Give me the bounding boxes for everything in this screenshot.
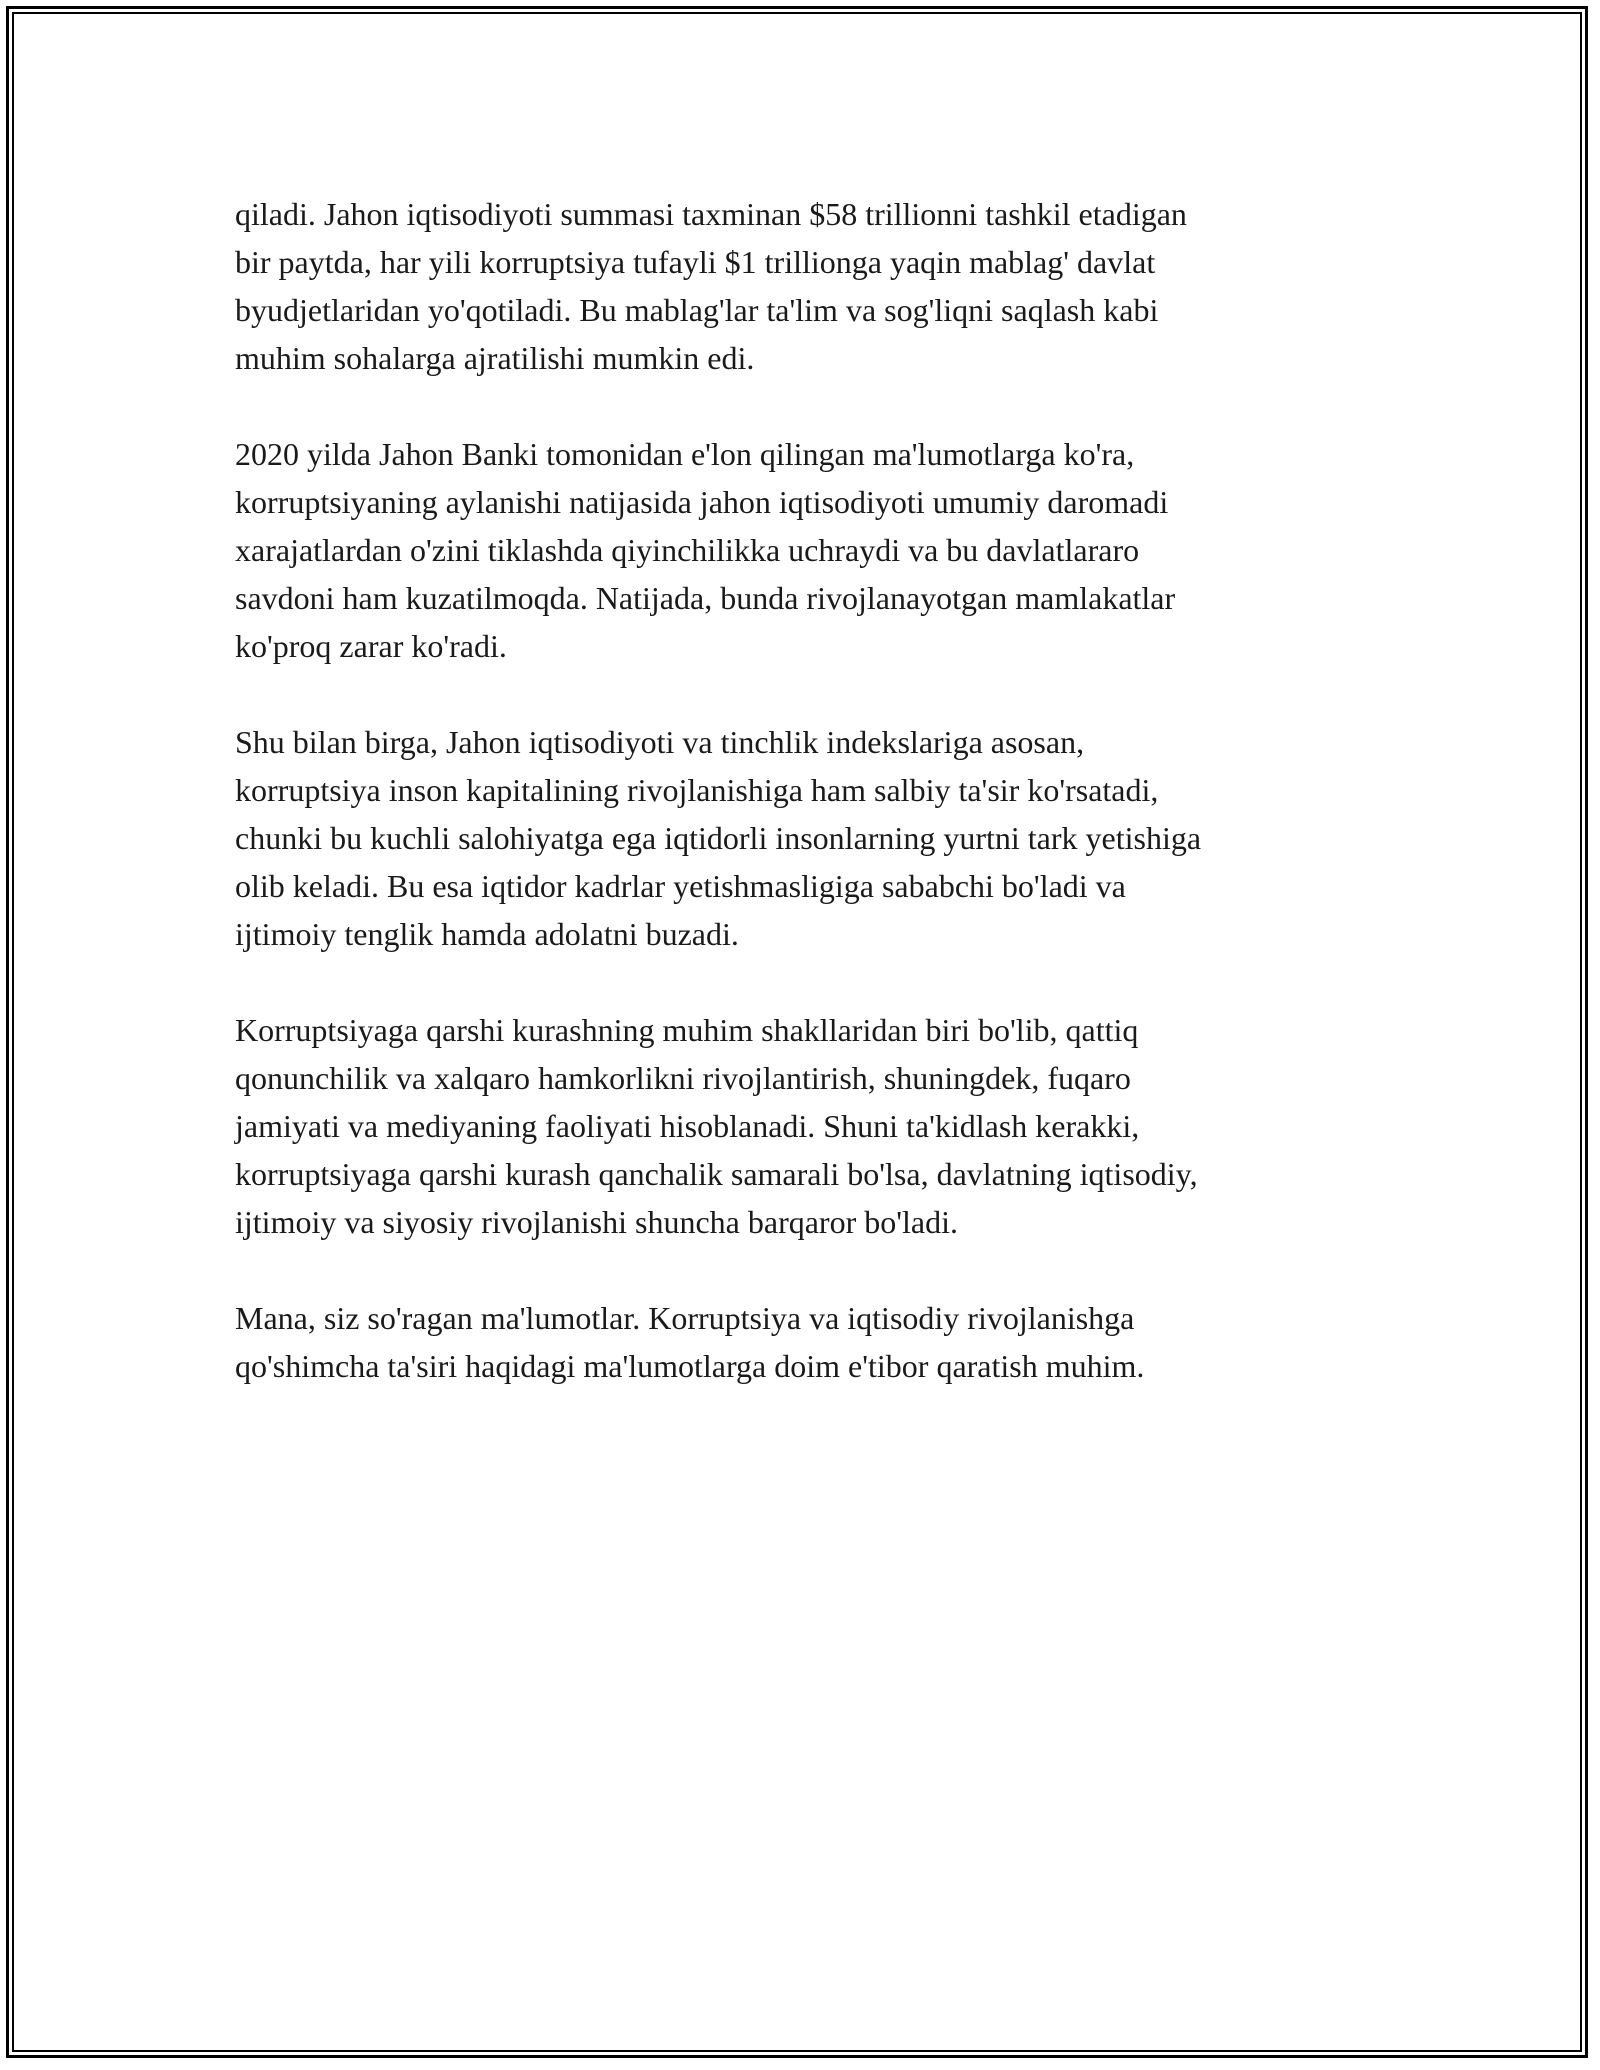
text-line: chunki bu kuchli salohiyatga ega iqtidorli insonlarning yurtni tark yetishiga — [235, 820, 1202, 856]
paragraph-5 — [235, 1294, 1365, 1390]
paragraph-2 — [235, 430, 1365, 670]
paragraph-3 — [235, 718, 1365, 958]
text-line: qonunchilik va xalqaro hamkorlikni rivojlantirish, shuningdek, fuqaro — [235, 1060, 1131, 1096]
paragraph-1 — [235, 190, 1365, 382]
text-line: korruptsiyaga qarshi kurash qanchalik samarali bo'lsa, davlatning iqtisodiy, — [235, 1156, 1198, 1192]
text-line: xarajatlardan o'zini tiklashda qiyinchilikka uchraydi va bu davlatlararo — [235, 532, 1140, 568]
text-line: ko'proq zarar ko'radi. — [235, 628, 507, 664]
document-body — [235, 190, 1365, 1438]
text-line: Mana, siz so'ragan ma'lumotlar. Korruptsiya va iqtisodiy rivojlanishga — [235, 1300, 1135, 1336]
paragraph-4 — [235, 1006, 1365, 1246]
text-line: byudjetlaridan yo'qotiladi. Bu mablag'lar ta'lim va sog'liqni saqlash kabi — [235, 292, 1159, 328]
text-line: ijtimoiy tenglik hamda adolatni buzadi. — [235, 916, 739, 952]
text-line: Shu bilan birga, Jahon iqtisodiyoti va tinchlik indekslariga asosan, — [235, 724, 1085, 760]
text-line: korruptsiya inson kapitalining rivojlanishiga ham salbiy ta'sir ko'rsatadi, — [235, 772, 1159, 808]
text-line: muhim sohalarga ajratilishi mumkin edi. — [235, 340, 755, 376]
text-line: korruptsiyaning aylanishi natijasida jahon iqtisodiyoti umumiy daromadi — [235, 484, 1169, 520]
text-line: 2020 yilda Jahon Banki tomonidan e'lon qilingan ma'lumotlarga ko'ra, — [235, 436, 1135, 472]
text-line: ijtimoiy va siyosiy rivojlanishi shuncha barqaror bo'ladi. — [235, 1204, 958, 1240]
text-line: qiladi. Jahon iqtisodiyoti summasi taxminan $58 trillionni tashkil etadigan — [235, 196, 1187, 232]
text-line: qo'shimcha ta'siri haqidagi ma'lumotlarga doim e'tibor qaratish muhim. — [235, 1348, 1145, 1384]
text-line: olib keladi. Bu esa iqtidor kadrlar yetishmasligiga sababchi bo'ladi va — [235, 868, 1126, 904]
text-line: bir paytda, har yili korruptsiya tufayli $1 trillionga yaqin mablag' davlat — [235, 244, 1156, 280]
text-line: jamiyati va mediyaning faoliyati hisoblanadi. Shuni ta'kidlash kerakki, — [235, 1108, 1140, 1144]
text-line: Korruptsiyaga qarshi kurashning muhim shakllaridan biri bo'lib, qattiq — [235, 1012, 1139, 1048]
text-line: savdoni ham kuzatilmoqda. Natijada, bunda rivojlanayotgan mamlakatlar — [235, 580, 1176, 616]
